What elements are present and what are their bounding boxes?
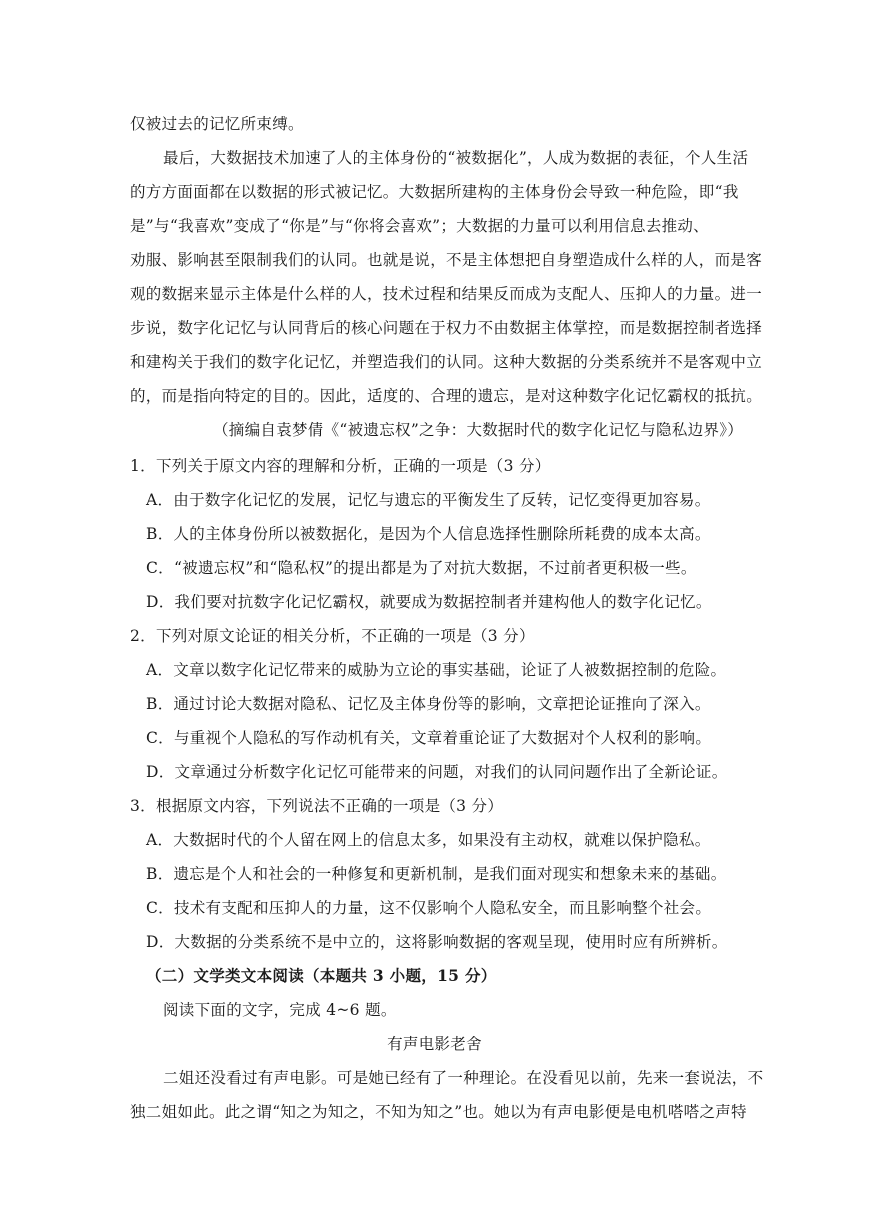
paragraph-line: 观的数据来显示主体是什么样的人，技术过程和结果反而成为支配人、压抑人的力量。进一 [130, 285, 763, 303]
question-1-stem: 1．下列关于原文内容的理解和分析，正确的一项是（3 分） [130, 457, 551, 475]
paragraph-line: 劝服、影响甚至限制我们的认同。也就是说，不是主体想把自身塑造成什么样的人，而是客 [130, 251, 763, 269]
paragraph-line: 的，而是指向特定的目的。因此，适度的、合理的遗忘，是对这种数字化记忆霸权的抵抗。 [130, 387, 763, 405]
question-2-option-a: A．文章以数字化记忆带来的威胁为立论的事实基础，论证了人被数据控制的危险。 [146, 661, 727, 679]
story-title: 有声电影老舍 [387, 1035, 482, 1053]
question-3-option-c: C．技术有支配和压抑人的力量，这不仅影响个人隐私安全，而且影响整个社会。 [146, 899, 712, 917]
source-citation: （摘编自袁梦倩《“被遗忘权”之争：大数据时代的数字化记忆与隐私边界》） [213, 421, 744, 439]
paragraph-line: 步说，数字化记忆与认同背后的核心问题在于权力不由数据主体掌控，而是数据控制者选择 [130, 319, 763, 337]
paragraph-line: 最后，大数据技术加速了人的主体身份的“被数据化”，人成为数据的表征，个人生活 [163, 149, 749, 167]
paragraph-line: 是”与“我喜欢”变成了“你是”与“你将会喜欢”；大数据的力量可以利用信息去推动、 [130, 217, 709, 235]
question-2-stem: 2．下列对原文论证的相关分析，不正确的一项是（3 分） [130, 627, 535, 645]
question-1-option-d: D．我们要对抗数字化记忆霸权，就要成为数据控制者并建构他人的数字化记忆。 [146, 593, 712, 611]
question-1-option-a: A．由于数字化记忆的发展，记忆与遗忘的平衡发生了反转，记忆变得更加容易。 [146, 491, 711, 509]
question-1-option-b: B．人的主体身份所以被数据化，是因为个人信息选择性删除所耗费的成本太高。 [146, 525, 711, 543]
paragraph-line: 和建构关于我们的数字化记忆，并塑造我们的认同。这种大数据的分类系统并不是客观中立 [130, 353, 763, 371]
continued-text-line: 仅被过去的记忆所束缚。 [130, 115, 304, 133]
question-3-stem: 3．根据原文内容，下列说法不正确的一项是（3 分） [130, 797, 504, 815]
question-2-option-c: C．与重视个人隐私的写作动机有关，文章着重论证了大数据对个人权利的影响。 [146, 729, 712, 747]
paragraph-line: 的方方面面都在以数据的形式被记忆。大数据所建构的主体身份会导致一种危险，即“我 [130, 183, 739, 201]
section-heading: （二）文学类文本阅读（本题共 3 小题，15 分） [146, 966, 497, 985]
question-3-option-a: A．大数据时代的个人留在网上的信息太多，如果没有主动权，就难以保护隐私。 [146, 831, 711, 849]
question-3-option-b: B．遗忘是个人和社会的一种修复和更新机制，是我们面对现实和想象未来的基础。 [146, 865, 727, 883]
question-2-option-b: B．通过讨论大数据对隐私、记忆及主体身份等的影响，文章把论证推向了深入。 [146, 695, 711, 713]
question-1-option-c: C．“被遗忘权”和“隐私权”的提出都是为了对抗大数据，不过前者更积极一些。 [146, 559, 697, 577]
instruction-text: 阅读下面的文字，完成 4~6 题。 [163, 1001, 397, 1019]
question-2-option-d: D．文章通过分析数字化记忆可能带来的问题，对我们的认同问题作出了全新论证。 [146, 763, 728, 781]
story-line: 二姐还没看过有声电影。可是她已经有了一种理论。在没看见以前，先来一套说法，不 [163, 1069, 764, 1087]
story-line: 独二姐如此。此之谓“知之为知之，不知为知之”也。她以为有声电影便是电机嗒嗒之声特 [130, 1103, 747, 1121]
question-3-option-d: D．大数据的分类系统不是中立的，这将影响数据的客观呈现，使用时应有所辨析。 [146, 933, 728, 951]
